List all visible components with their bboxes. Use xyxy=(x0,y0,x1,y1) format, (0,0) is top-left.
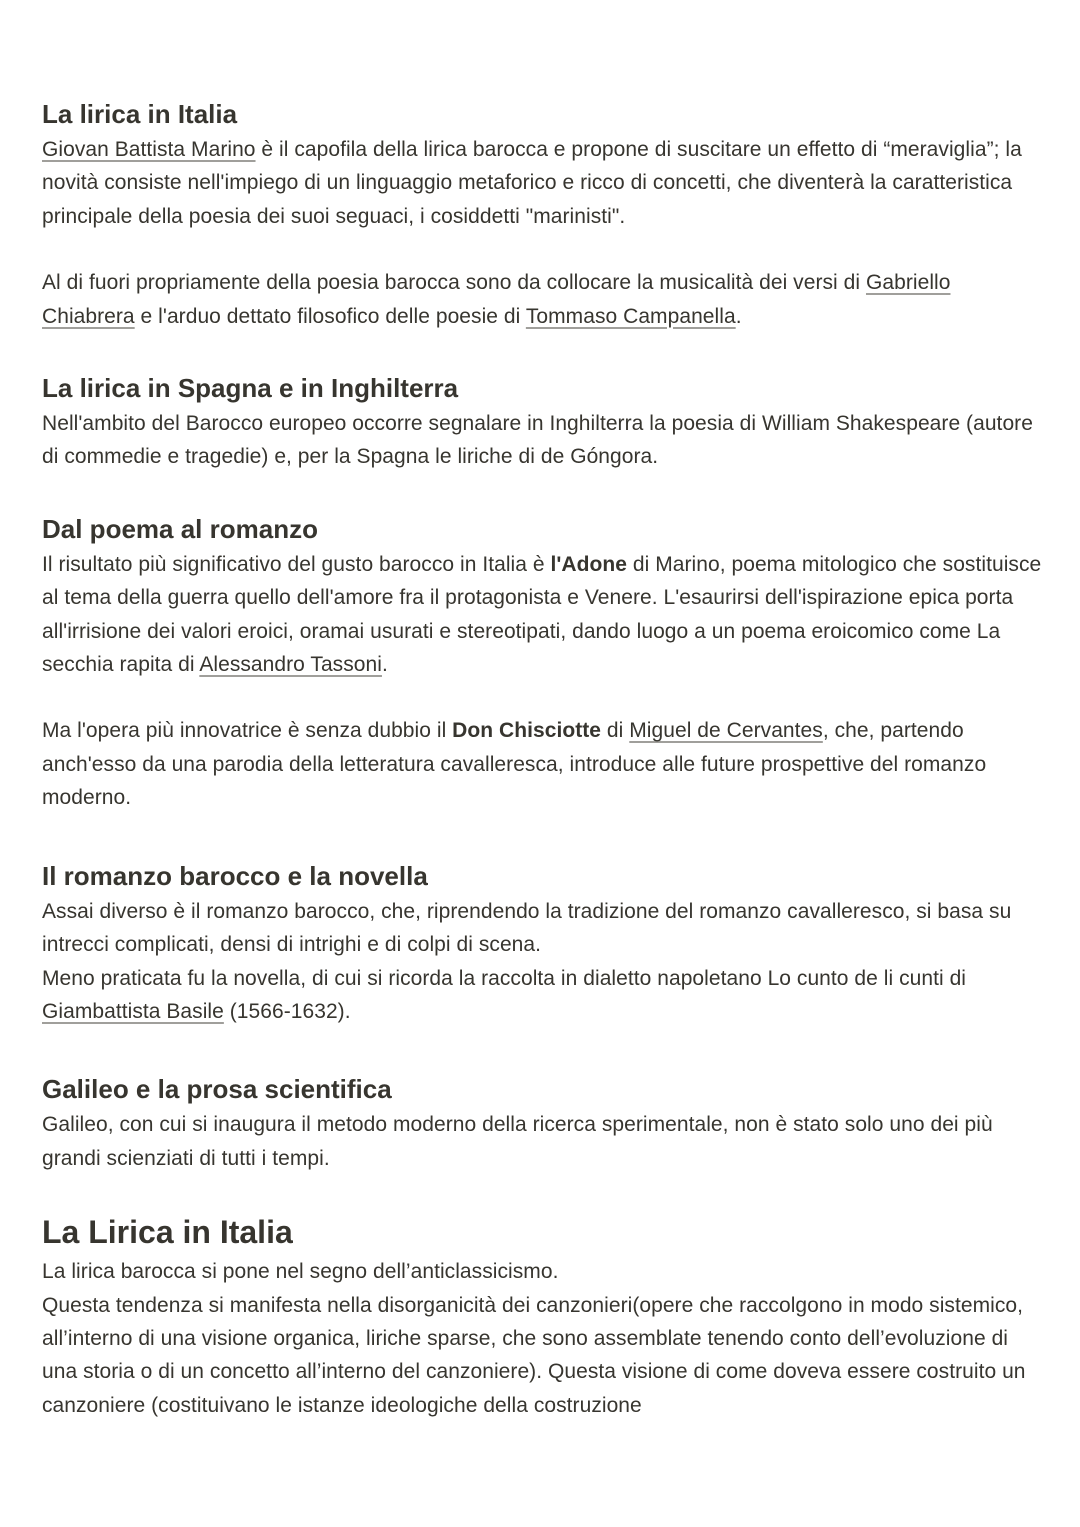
bold-don-chisciotte: Don Chisciotte xyxy=(452,719,602,743)
paragraph-text: di Marino, poema mitologico che sostituisce al tema della guerra quello dell'amore fra il protagonista e Venere. L'esaurirsi dell'ispirazione epica porta all'irrisione dei valori eroici, oramai usurati e stereotipati, dando luogo a un poema eroicomico come La secchia rapita di xyxy=(42,552,1042,677)
link-giambattista-basile[interactable]: Giambattista Basile xyxy=(42,999,224,1023)
document-body xyxy=(42,95,1042,1422)
paragraph-text: Il risultato più significativo del gusto barocco in Italia è xyxy=(42,552,551,576)
paragraph-text: Al di fuori propriamente della poesia barocca sono da collocare la musicalità dei versi di xyxy=(42,271,866,295)
link-miguel-de-cervantes[interactable]: Miguel de Cervantes xyxy=(629,719,823,743)
paragraph-text: , che, partendo anch'esso da una parodia della letteratura cavalleresca, introduce alle future prospettive del romanzo moderno. xyxy=(42,719,987,810)
paragraph-marino xyxy=(42,133,1042,233)
paragraph-text: (1566-1632). xyxy=(223,999,351,1023)
heading-lirica-spagna-inghilterra: La lirica in Spagna e in Inghilterra xyxy=(42,373,459,404)
heading-lirica-italia: La lirica in Italia xyxy=(42,99,238,129)
paragraph-chiabrera-campanella xyxy=(42,266,1042,333)
link-gabriello-chiabrera[interactable]: Gabriello Chiabrera xyxy=(42,271,951,328)
heading-poema-romanzo: Dal poema al romanzo xyxy=(42,513,318,544)
paragraph-novella-basile xyxy=(42,962,1042,1029)
paragraph-canzonieri: Questa tendenza si manifesta nella disorganicità dei canzonieri(opere che raccolgono in modo sistemico, all’interno di una visione organica, liriche sparse, che sono assemblate tenendo conto dell’evoluzione di una storia o di un concetto all’interno del canzoniere). Questa visione di come doveva essere costruito un canzoniere (costituivano le istanze ideologiche della costruzione xyxy=(42,1293,1026,1417)
paragraph-text: Ma l'opera più innovatrice è senza dubbio il xyxy=(42,719,453,743)
paragraph-text: di xyxy=(601,719,630,743)
heading-galileo-prosa: Galileo e la prosa scientifica xyxy=(42,1074,392,1105)
paragraph-text: Meno praticata fu la novella, di cui si ricorda la raccolta in dialetto napoletano Lo cunto de li cunti di xyxy=(42,966,967,990)
paragraph-galileo: Galileo, con cui si inaugura il metodo moderno della ricerca sperimentale, non è stato solo uno dei più grandi scienziati di tutti i tempi. xyxy=(42,1113,993,1170)
paragraph-romanzo-barocco: Assai diverso è il romanzo barocco, che, riprendendo la tradizione del romanzo cavalleresco, si basa su intrecci complicati, densi di intrighi e di colpi di scena. xyxy=(42,899,1012,957)
paragraph-text: è il capofila della lirica barocca e propone di suscitare un effetto di “meraviglia”; la novità consiste nell'impiego di un linguaggio metaforico e ricco di concetti, che diventerà la caratteristica principale della poesia dei suoi seguaci, i cosiddetti "marinisti". xyxy=(42,138,1022,228)
bold-adone: l'Adone xyxy=(550,552,628,576)
paragraph-text: . xyxy=(381,653,388,677)
paragraph-don-chisciotte xyxy=(42,714,1042,814)
heading-romanzo-barocco-novella: Il romanzo barocco e la novella xyxy=(42,860,428,891)
paragraph-text: e l'arduo dettato filosofico delle poesie di xyxy=(134,304,526,328)
link-tommaso-campanella[interactable]: Tommaso Campanella xyxy=(525,304,736,328)
paragraph-adone xyxy=(42,548,1042,682)
heading-lirica-italia-main: La Lirica in Italia xyxy=(42,1214,293,1251)
link-giovan-battista-marino[interactable]: Giovan Battista Marino xyxy=(42,138,256,161)
paragraph-anticlassicismo: La lirica barocca si pone nel segno dell’anticlassicismo. xyxy=(42,1260,559,1284)
paragraph-shakespeare-gongora: Nell'ambito del Barocco europeo occorre segnalare in Inghilterra la poesia di William Shakespeare (autore di commedie e tragedie) e, per la Spagna le liriche di de Góngora. xyxy=(42,412,1033,469)
paragraph-text: . xyxy=(735,304,742,328)
link-alessandro-tassoni[interactable]: Alessandro Tassoni xyxy=(199,653,382,677)
